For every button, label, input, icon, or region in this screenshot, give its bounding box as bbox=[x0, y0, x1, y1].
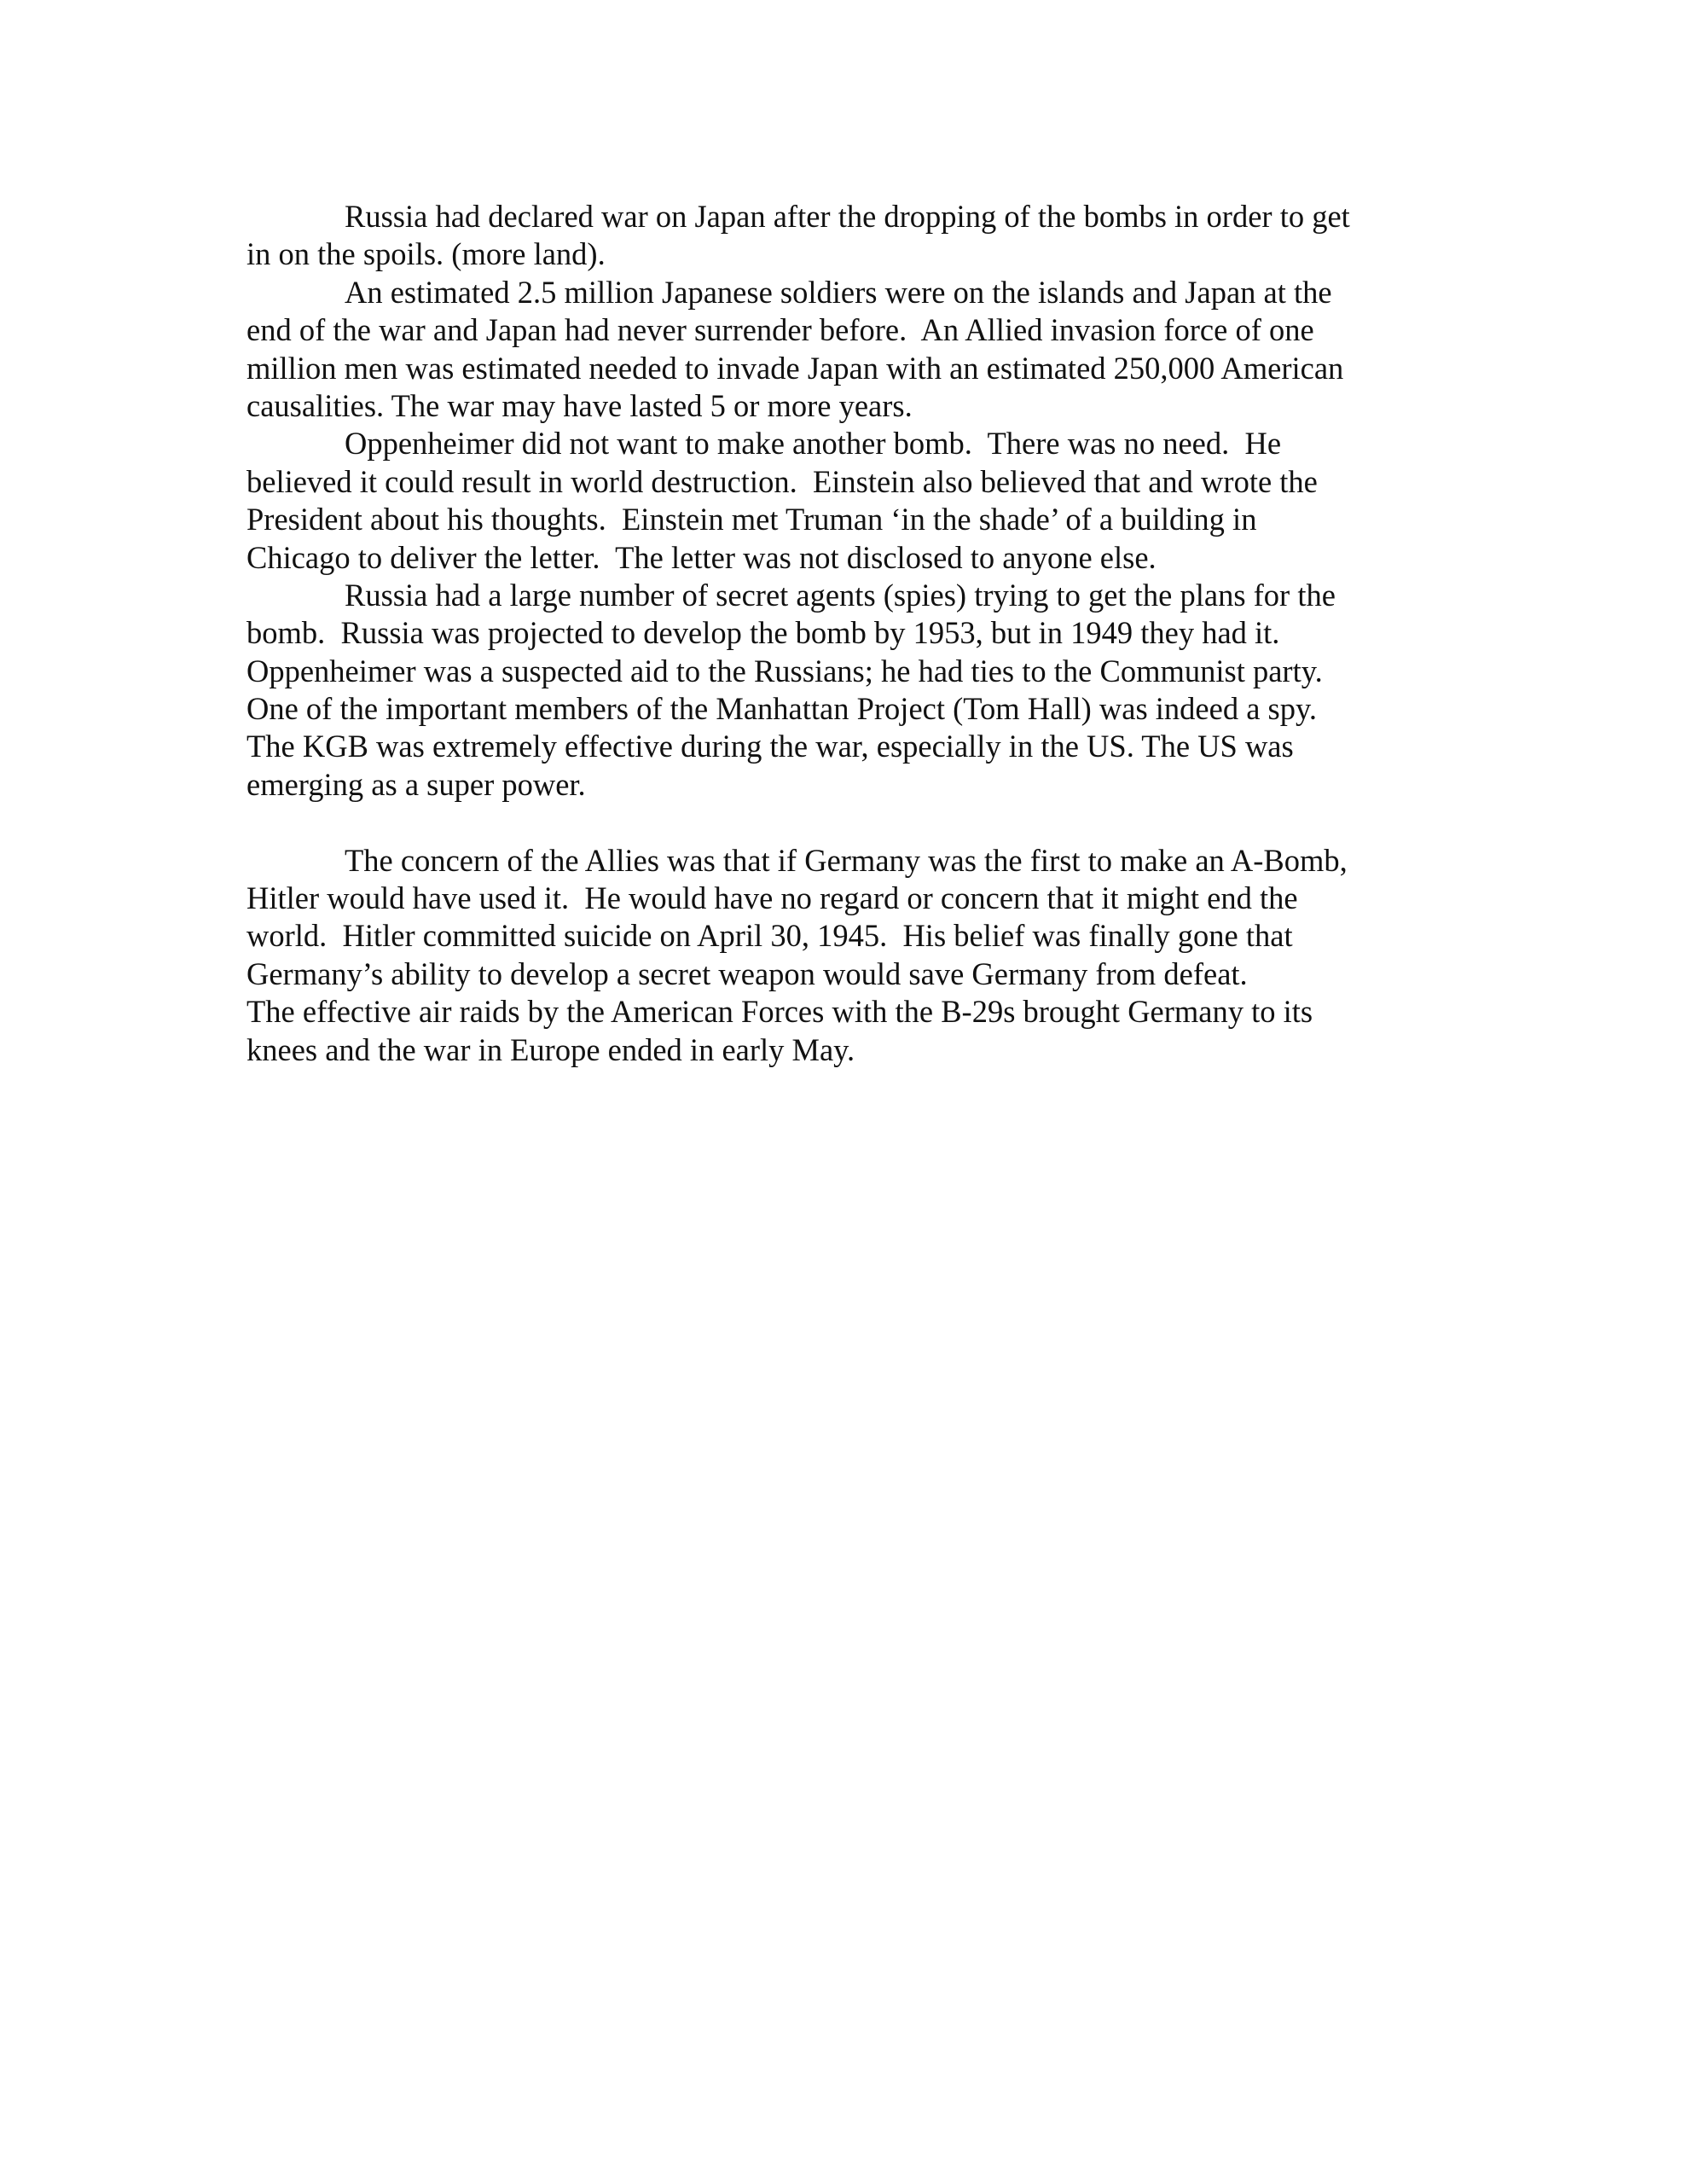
text-line: Oppenheimer did not want to make another bomb. There was no need. He bbox=[345, 426, 1282, 462]
text-line: end of the war and Japan had never surrender before. An Allied invasion force of one bbox=[246, 312, 1314, 348]
text-line: world. Hitler committed suicide on April 30, 1945. His belief was finally gone that bbox=[246, 918, 1293, 954]
text-line: An estimated 2.5 million Japanese soldiers were on the islands and Japan at the bbox=[345, 274, 1332, 310]
text-line: Chicago to deliver the letter. The letter was not disclosed to anyone else. bbox=[246, 539, 1157, 575]
text-line: million men was estimated needed to invade Japan with an estimated 250,000 American bbox=[246, 350, 1344, 386]
text-line: knees and the war in Europe ended in early May. bbox=[246, 1031, 855, 1067]
text-line: bomb. Russia was projected to develop the bomb by 1953, but in 1949 they had it. bbox=[246, 615, 1280, 651]
text-line: emerging as a super power. bbox=[246, 766, 586, 802]
text-line: Russia had a large number of secret agents (spies) trying to get the plans for the bbox=[345, 577, 1336, 613]
text-line: The concern of the Allies was that if Germany was the first to make an A-Bomb, bbox=[345, 842, 1348, 878]
text-line: The effective air raids by the American Forces with the B-29s brought Germany to its bbox=[246, 994, 1313, 1030]
text-line: believed it could result in world destruction. Einstein also believed that and wrote the bbox=[246, 463, 1318, 499]
text-line: Oppenheimer was a suspected aid to the Russians; he had ties to the Communist party. bbox=[246, 653, 1323, 688]
text-line: in on the spoils. (more land). bbox=[246, 236, 606, 272]
text-line: The KGB was extremely effective during the war, especially in the US. The US was bbox=[246, 729, 1294, 764]
document-body bbox=[246, 198, 1458, 1069]
text-line: causalities. The war may have lasted 5 or more years. bbox=[246, 387, 913, 423]
text-line: Hitler would have used it. He would have no regard or concern that it might end the bbox=[246, 880, 1298, 916]
text-line: Russia had declared war on Japan after the dropping of the bombs in order to get bbox=[345, 199, 1350, 234]
text-line: President about his thoughts. Einstein met Truman ‘in the shade’ of a building in bbox=[246, 502, 1257, 537]
blank-line bbox=[246, 804, 1458, 841]
text-line: Germany’s ability to develop a secret weapon would save Germany from defeat. bbox=[246, 956, 1248, 991]
text-line: One of the important members of the Manhattan Project (Tom Hall) was indeed a spy. bbox=[246, 691, 1317, 727]
